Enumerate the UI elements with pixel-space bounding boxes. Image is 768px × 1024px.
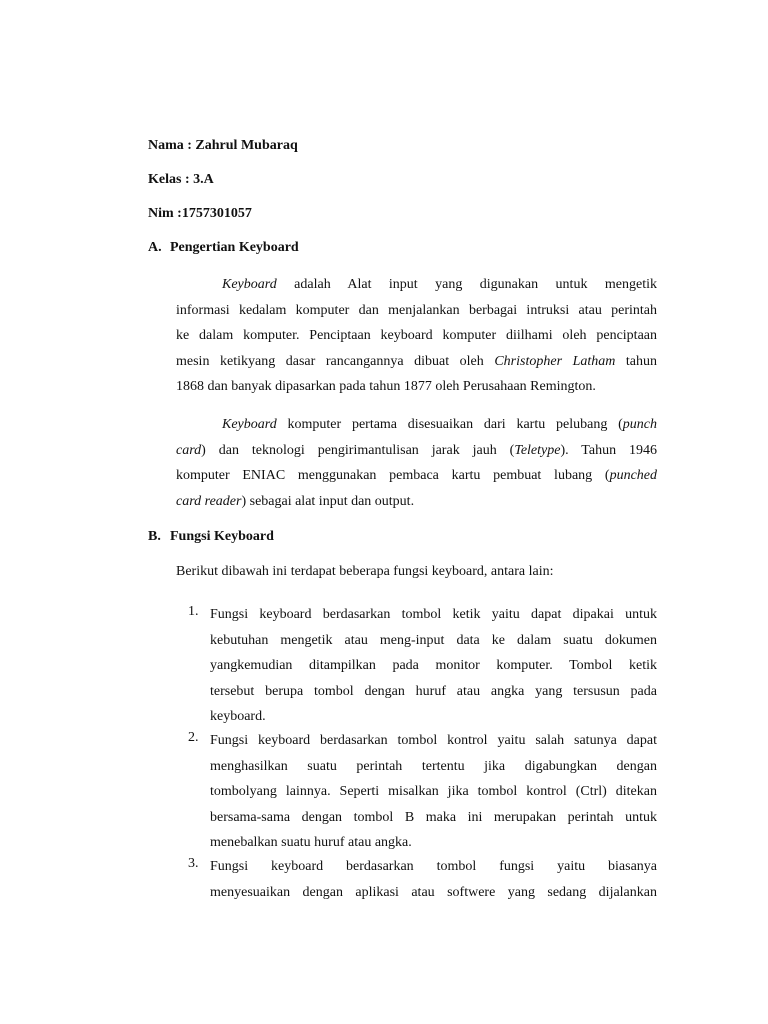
list-item-1-line: kebutuhan mengetik atau meng-input data ke dalam suatu dokumen	[210, 632, 657, 648]
para2-line-3: komputer ENIAC menggunakan pembaca kartu pembuat lubang (punched	[176, 468, 657, 483]
para1-line-1: Keyboard adalah Alat input yang digunakan untuk mengetik	[222, 277, 657, 292]
list-item-1-number: 1.	[188, 604, 199, 619]
list-item-3-line: menyesuaikan dengan aplikasi atau softwere yang sedang dijalankan	[210, 884, 657, 900]
list-item-3-number: 3.	[188, 856, 199, 871]
section-a-marker: A.	[148, 240, 162, 255]
list-item-2-number: 2.	[188, 730, 199, 745]
para1-line-4: mesin ketikyang dasar rancangannya dibuat oleh Christopher Latham tahun	[176, 353, 658, 369]
list-item-1-line: keyboard.	[210, 709, 266, 724]
list-item-2-line: bersama-sama dengan tombol B maka ini merupakan perintah untuk	[210, 809, 657, 825]
section-a-title: Pengertian Keyboard	[170, 240, 299, 255]
section-b-intro: Berikut dibawah ini terdapat beberapa fungsi keyboard, antara lain:	[176, 564, 554, 579]
list-item-2-line: tombolyang lainnya. Seperti misalkan jika tombol kontrol (Ctrl) ditekan	[210, 784, 657, 799]
section-a-paragraph-2	[176, 412, 657, 514]
para2-line-1: Keyboard komputer pertama disesuaikan dari kartu pelubang (punch	[222, 417, 657, 432]
para2-line-4: card reader) sebagai alat input dan output.	[176, 493, 415, 509]
section-b-marker: B.	[148, 529, 161, 544]
list-item-1	[210, 602, 657, 730]
list-item-3-line: Fungsi keyboard berdasarkan tombol fungsi yaitu biasanya	[210, 859, 657, 874]
list-item-2	[210, 728, 657, 856]
para1-line-2: informasi kedalam komputer dan menjalankan berbagai intruksi atau perintah	[176, 302, 657, 318]
para1-line-3: ke dalam komputer. Penciptaan keyboard komputer diilhami oleh penciptaan	[176, 328, 657, 343]
student-name: Nama : Zahrul Mubaraq	[148, 138, 298, 153]
section-b-title: Fungsi Keyboard	[170, 529, 274, 544]
student-nim: Nim :1757301057	[148, 206, 252, 221]
list-item-1-line: yangkemudian ditampilkan pada monitor komputer. Tombol ketik	[210, 658, 657, 673]
student-class: Kelas : 3.A	[148, 172, 214, 187]
section-a-paragraph-1	[176, 272, 657, 400]
list-item-2-line: menebalkan suatu huruf atau angka.	[210, 835, 412, 850]
list-item-2-line: menghasilkan suatu perintah tertentu jika digabungkan dengan	[210, 758, 657, 774]
list-item-2-line: Fungsi keyboard berdasarkan tombol kontrol yaitu salah satunya dapat	[210, 733, 657, 748]
list-item-1-line: tersebut berupa tombol dengan huruf atau angka yang tersusun pada	[210, 683, 657, 699]
list-item-1-line: Fungsi keyboard berdasarkan tombol ketik yaitu dapat dipakai untuk	[210, 607, 657, 622]
para1-line-5: 1868 dan banyak dipasarkan pada tahun 1877 oleh Perusahaan Remington.	[176, 379, 596, 394]
para2-line-2: card) dan teknologi pengirimantulisan jarak jauh (Teletype). Tahun 1946	[176, 442, 658, 458]
list-item-3	[210, 854, 657, 905]
